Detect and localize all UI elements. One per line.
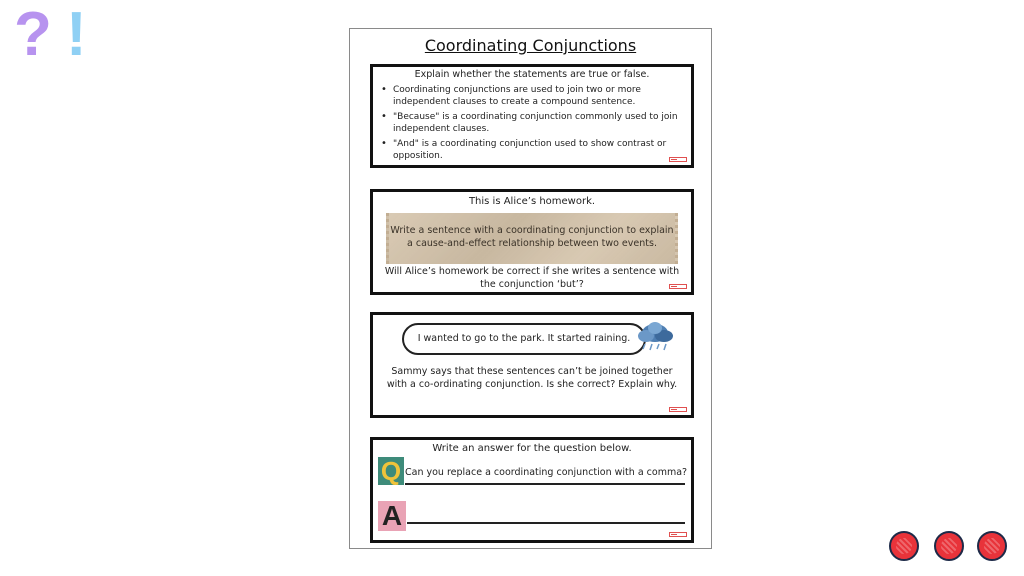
list-item: • "Because" is a coordinating conjunction commonly used to join independent clauses. <box>381 111 685 135</box>
worksheet <box>349 28 712 549</box>
exclamation-mark-logo: ! <box>66 0 87 69</box>
nav-dot-3[interactable] <box>977 531 1007 561</box>
homework-card <box>370 189 694 295</box>
brand-logo-icon <box>669 532 687 537</box>
nav-dot-1[interactable] <box>889 531 919 561</box>
brand-logo-icon <box>669 157 687 162</box>
card-question: Will Alice’s homework be correct if she writes a sentence with the conjunction ‘but’? <box>384 266 680 290</box>
statement-list <box>381 84 685 162</box>
list-item: • Coordinating conjunctions are used to join two or more independent clauses to create a compound sentence. <box>381 84 685 108</box>
card-question: Can you replace a coordinating conjunction with a comma? <box>405 467 688 478</box>
brand-logo-icon <box>669 407 687 412</box>
rain-cloud-icon <box>635 319 675 353</box>
sentence-join-card <box>370 312 694 418</box>
true-false-card <box>370 64 694 168</box>
a-letter-icon: A <box>378 501 406 531</box>
nav-dot-2[interactable] <box>934 531 964 561</box>
homework-paper-note: Write a sentence with a coordinating conjunction to explain a cause-and-effect relationship between two events. <box>386 213 678 264</box>
brand-logo-icon <box>669 284 687 289</box>
worksheet-title: Coordinating Conjunctions <box>424 36 637 55</box>
question-answer-card <box>370 437 694 543</box>
list-item: • "And" is a coordinating conjunction used to show contrast or opposition. <box>381 138 685 162</box>
answer-line[interactable] <box>407 522 685 524</box>
card-question: Sammy says that these sentences can’t be joined together with a co-ordinating conjunction. Is she correct? Explain why. <box>386 366 678 390</box>
q-letter-icon: Q <box>378 457 404 485</box>
card-heading: Write an answer for the question below. <box>432 443 632 454</box>
card-heading: Explain whether the statements are true or false. <box>414 69 650 80</box>
question-underline <box>405 483 685 485</box>
speech-bubble: I wanted to go to the park. It started raining. <box>402 323 646 355</box>
logo <box>8 0 98 84</box>
question-mark-logo: ? <box>14 0 52 69</box>
card-heading: This is Alice’s homework. <box>468 196 596 207</box>
